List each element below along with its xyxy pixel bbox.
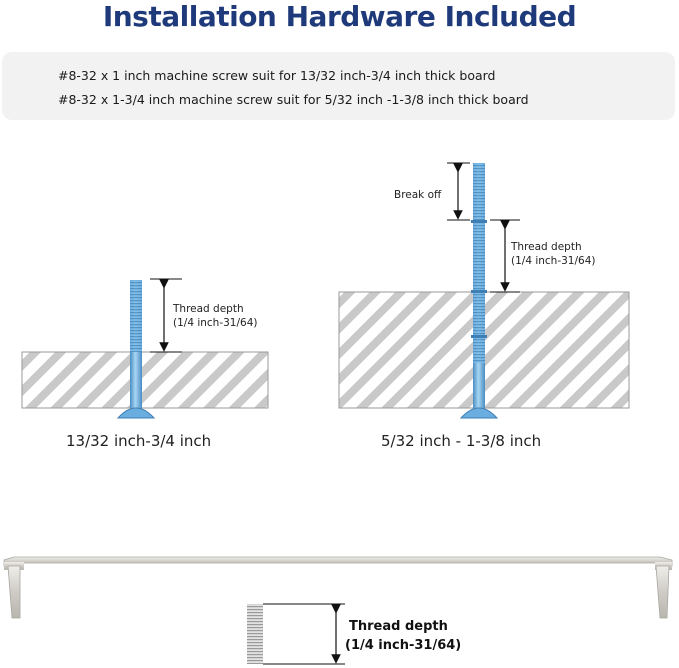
spec-line-2: #8-32 x 1-3/4 inch machine screw suit for 5/32 inch -1-3/8 inch thick board bbox=[58, 92, 529, 107]
right-break-dimension bbox=[447, 163, 470, 220]
left-thread-label-2: (1/4 inch-31/64) bbox=[173, 317, 258, 329]
handle-thread-label-1: Thread depth bbox=[349, 619, 448, 634]
left-board bbox=[22, 352, 268, 408]
right-break-label: Break off bbox=[394, 189, 442, 201]
handle-thread bbox=[247, 604, 345, 664]
spec-line-1: #8-32 x 1 inch machine screw suit for 13/32 inch-3/4 inch thick board bbox=[58, 68, 496, 83]
right-caption: 5/32 inch - 1-3/8 inch bbox=[381, 432, 542, 450]
right-thread-label-2: (1/4 inch-31/64) bbox=[511, 255, 596, 267]
page-title: Installation Hardware Included bbox=[102, 0, 577, 33]
handle-bar bbox=[4, 557, 672, 618]
left-thread-label-1: Thread depth bbox=[173, 303, 244, 315]
right-thread-label-1: Thread depth bbox=[511, 241, 582, 253]
left-caption: 13/32 inch-3/4 inch bbox=[66, 432, 212, 450]
handle-thread-label-2: (1/4 inch-31/64) bbox=[345, 638, 462, 653]
